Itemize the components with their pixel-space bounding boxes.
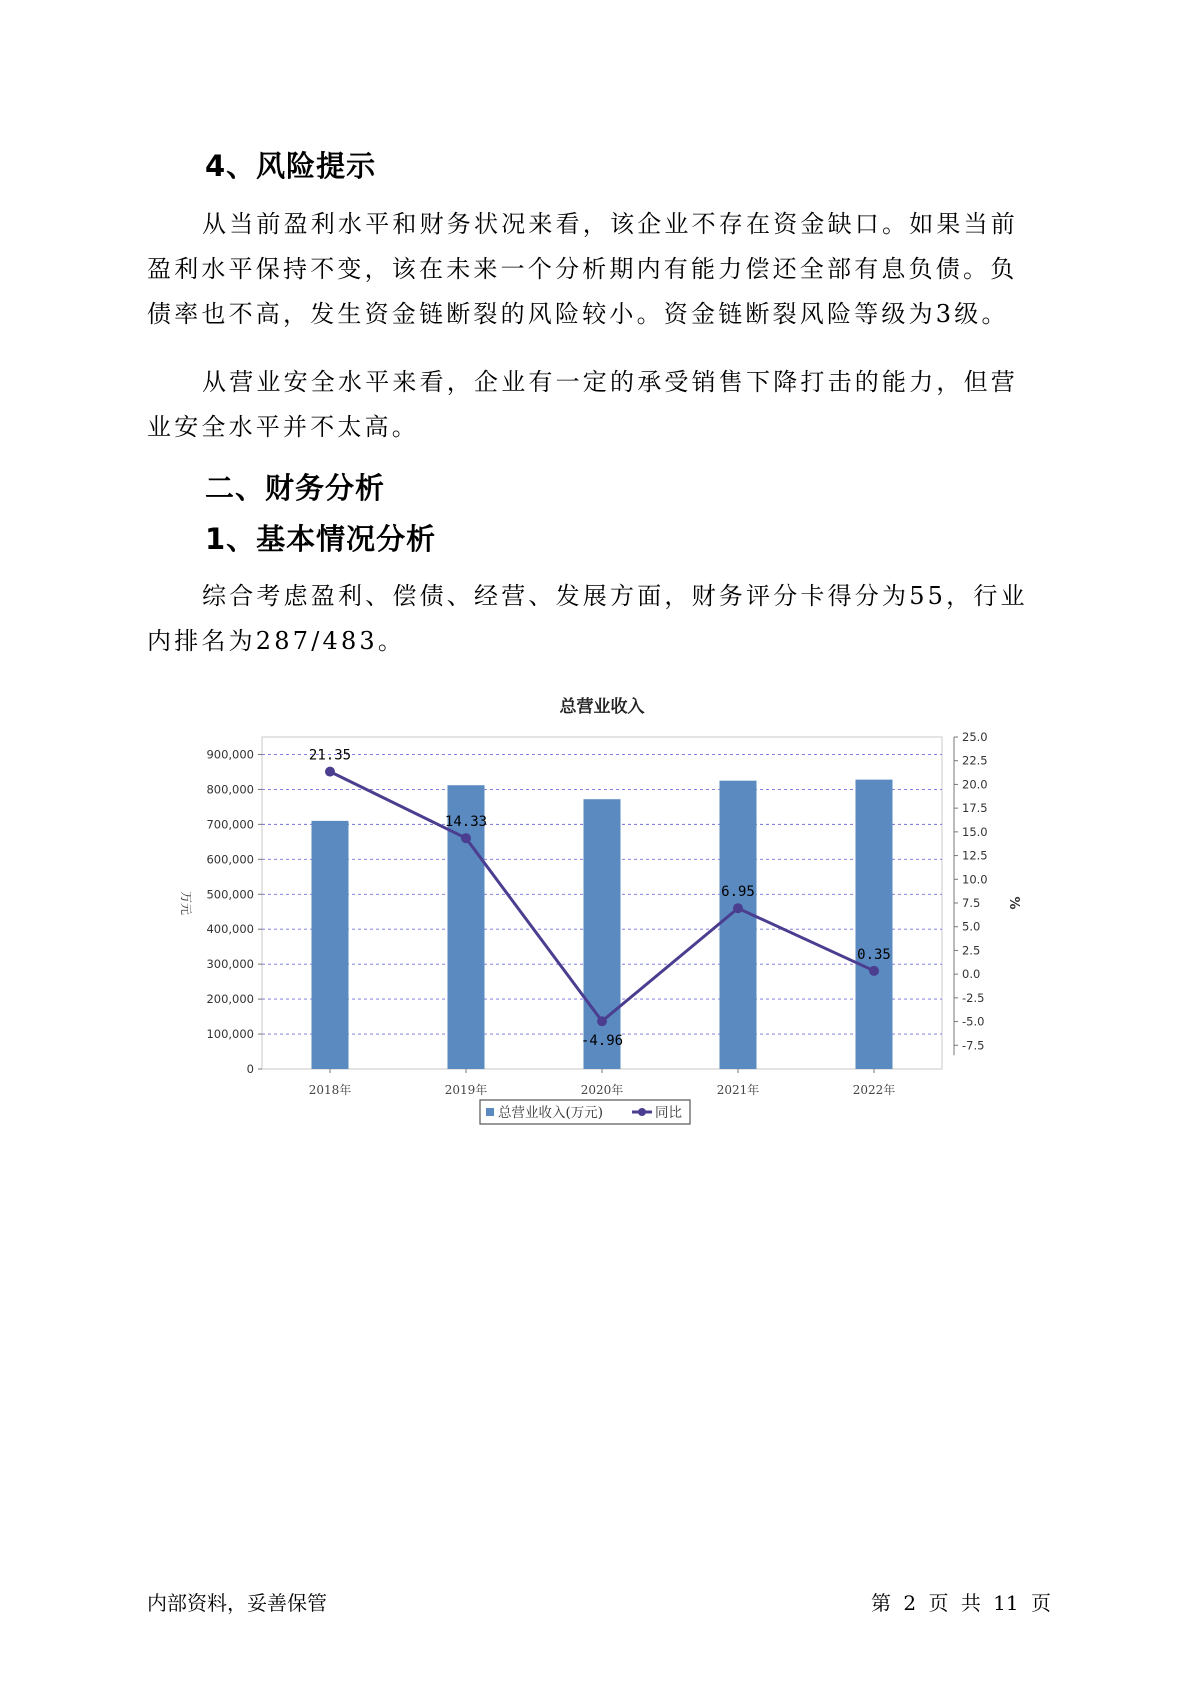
x-tick-label: 2019年 (444, 1083, 488, 1097)
text-line: 盈利水平保持不变，该在未来一个分析期内有能力偿还全部有息负债。负 (147, 255, 1018, 283)
legend-swatch-bar (486, 1108, 494, 1116)
x-tick-label: 2021年 (716, 1083, 760, 1097)
text-line: 业安全水平并不太高。 (147, 413, 419, 441)
x-tick-label: 2022年 (852, 1083, 896, 1097)
y-right-tick-label: -5.0 (962, 1014, 985, 1029)
legend-swatch-point (638, 1108, 646, 1116)
finance-paragraph (147, 574, 1047, 664)
risk-paragraph-2 (147, 360, 1047, 450)
y-right-tick-label: 25.0 (962, 730, 988, 744)
y-left-tick-label: 100,000 (206, 1027, 254, 1042)
y-right-tick-label: 7.5 (962, 896, 981, 910)
legend-label-line: 同比 (655, 1105, 682, 1121)
y-right-axis-title: % (1006, 896, 1021, 910)
y-right-tick-label: 5.0 (962, 919, 981, 934)
y-right-tick-label: -7.5 (962, 1038, 985, 1053)
y-right-tick-label: 22.5 (962, 753, 988, 768)
bar-revenue (856, 780, 893, 1069)
revenue-chart (170, 690, 1030, 1150)
y-right-tick-label: 10.0 (962, 872, 988, 887)
y-right-tick-label: -2.5 (962, 990, 985, 1005)
text-line: 从营业安全水平来看，企业有一定的承受销售下降打击的能力，但营 (202, 368, 1018, 396)
y-left-tick-label: 600,000 (206, 852, 254, 867)
y-left-tick-label: 800,000 (206, 782, 254, 797)
y-right-tick-label: 0.0 (962, 967, 981, 982)
y-left-axis-title: 万元 (179, 890, 193, 916)
y-right-tick-label: 17.5 (962, 801, 988, 816)
text-line: 从当前盈利水平和财务状况来看，该企业不存在资金缺口。如果当前 (202, 210, 1018, 238)
x-tick-label: 2020年 (580, 1083, 624, 1097)
y-right-tick-label: 15.0 (962, 824, 988, 839)
text-line: 综合考虑盈利、偿债、经营、发展方面，财务评分卡得分为55，行业 (202, 582, 1028, 610)
y-left-tick-label: 0 (246, 1062, 254, 1076)
point-yoy (869, 966, 879, 976)
y-left-tick-label: 500,000 (206, 887, 254, 902)
heading-finance: 二、财务分析 (205, 471, 386, 505)
point-yoy (733, 903, 743, 913)
point-yoy (325, 767, 335, 777)
y-right-tick-label: 2.5 (962, 943, 981, 958)
footer-page-number: 第 2 页 共 11 页 (871, 1591, 1051, 1615)
y-left-tick-label: 400,000 (206, 922, 254, 937)
y-left-tick-label: 200,000 (206, 992, 254, 1007)
legend-label-bar: 总营业收入(万元) (498, 1105, 604, 1121)
footer-note: 内部资料，妥善保管 (147, 1591, 327, 1615)
data-label-yoy: 21.35 (308, 747, 352, 764)
chart-title: 总营业收入 (559, 697, 645, 717)
data-label-yoy: -4.96 (580, 1033, 624, 1050)
bar-revenue (312, 821, 349, 1069)
bar-revenue (720, 781, 757, 1069)
subheading-basic: 1、基本情况分析 (205, 522, 437, 556)
data-label-yoy: 6.95 (721, 884, 755, 901)
y-right-tick-label: 20.0 (962, 777, 988, 792)
risk-paragraph-1 (147, 202, 1047, 337)
bar-revenue (584, 799, 621, 1069)
text-line: 债率也不高，发生资金链断裂的风险较小。资金链断裂风险等级为3级。 (147, 300, 1009, 328)
data-label-yoy: 14.33 (444, 814, 488, 831)
y-right-tick-label: 12.5 (962, 848, 988, 863)
point-yoy (461, 833, 471, 843)
text-line: 内排名为287/483。 (147, 627, 406, 655)
y-left-tick-label: 300,000 (206, 957, 254, 972)
y-left-tick-label: 900,000 (206, 747, 254, 762)
point-yoy (597, 1016, 607, 1026)
y-left-tick-label: 700,000 (206, 817, 254, 832)
data-label-yoy: 0.35 (857, 946, 891, 963)
heading-risk: 4、风险提示 (205, 149, 377, 183)
x-tick-label: 2018年 (308, 1083, 352, 1097)
